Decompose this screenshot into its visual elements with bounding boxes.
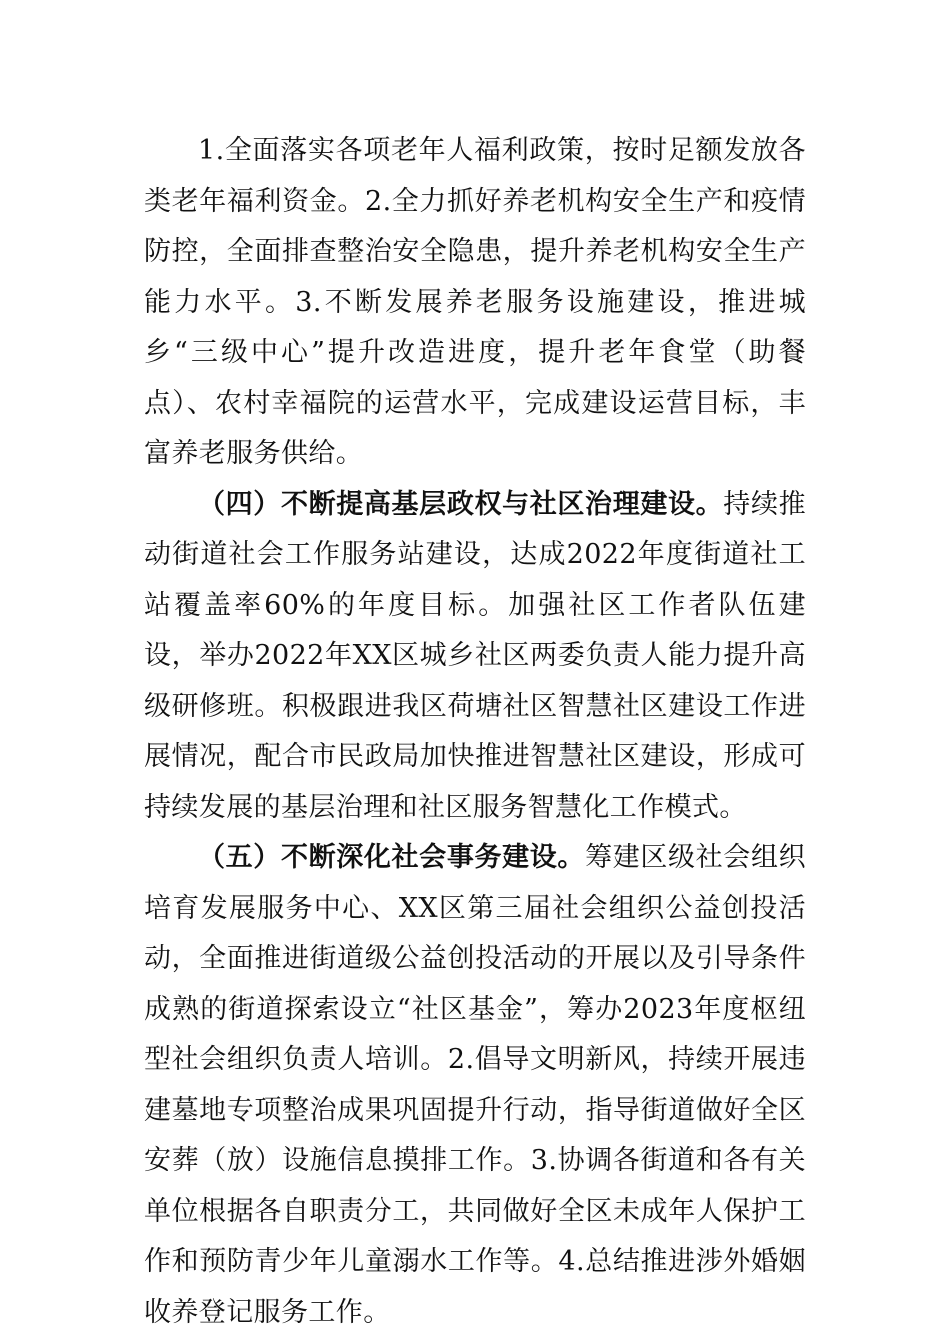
paragraph-heading: （四）不断提高基层政权与社区治理建设。 xyxy=(198,488,724,520)
paragraph-elderly-welfare xyxy=(144,126,806,480)
paragraph-heading: （五）不断深化社会事务建设。 xyxy=(198,842,586,873)
paragraph-social-affairs xyxy=(144,833,806,1338)
paragraph-text: 筹建区级社会组织培育发展服务中心、XX区第三届社会组织公益创投活动，全面推进街道级公益创投活动的开展以及引导条件成熟的街道探索设立“社区基金”，筹办2023年度枢纽型社会组织负责人培训。2.倡导文明新风，持续开展违建墓地专项整治成果巩固提升行动，指导街道做好全区安葬（放）设施信息摸排工作。3.协调各街道和各有关单位根据各自职责分工，共同做好全区未成年人保护工作和预防青少年儿童溺水工作等。4.总结推进涉外婚姻收养登记服务工作。 xyxy=(144,842,806,1328)
paragraph-text: 持续推动街道社会工作服务站建设，达成2022年度街道社工站覆盖率60%的年度目标。加强社区工作者队伍建设，举办2022年XX区城乡社区两委负责人能力提升高级研修班。积极跟进我区荷塘社区智慧社区建设工作进展情况，配合市民政局加快推进智慧社区建设，形成可持续发展的基层治理和社区服务智慧化工作模式。 xyxy=(144,488,806,823)
paragraph-text: 1.全面落实各项老年人福利政策，按时足额发放各类老年福利资金。2.全力抓好养老机构安全生产和疫情防控，全面排查整治安全隐患，提升养老机构安全生产能力水平。3.不断发展养老服务设施建设，推进城乡“三级中心”提升改造进度，提升老年食堂（助餐点）、农村幸福院的运营水平，完成建设运营目标，丰富养老服务供给。 xyxy=(144,135,806,469)
document-body xyxy=(144,126,806,1338)
paragraph-community-governance xyxy=(144,480,806,834)
